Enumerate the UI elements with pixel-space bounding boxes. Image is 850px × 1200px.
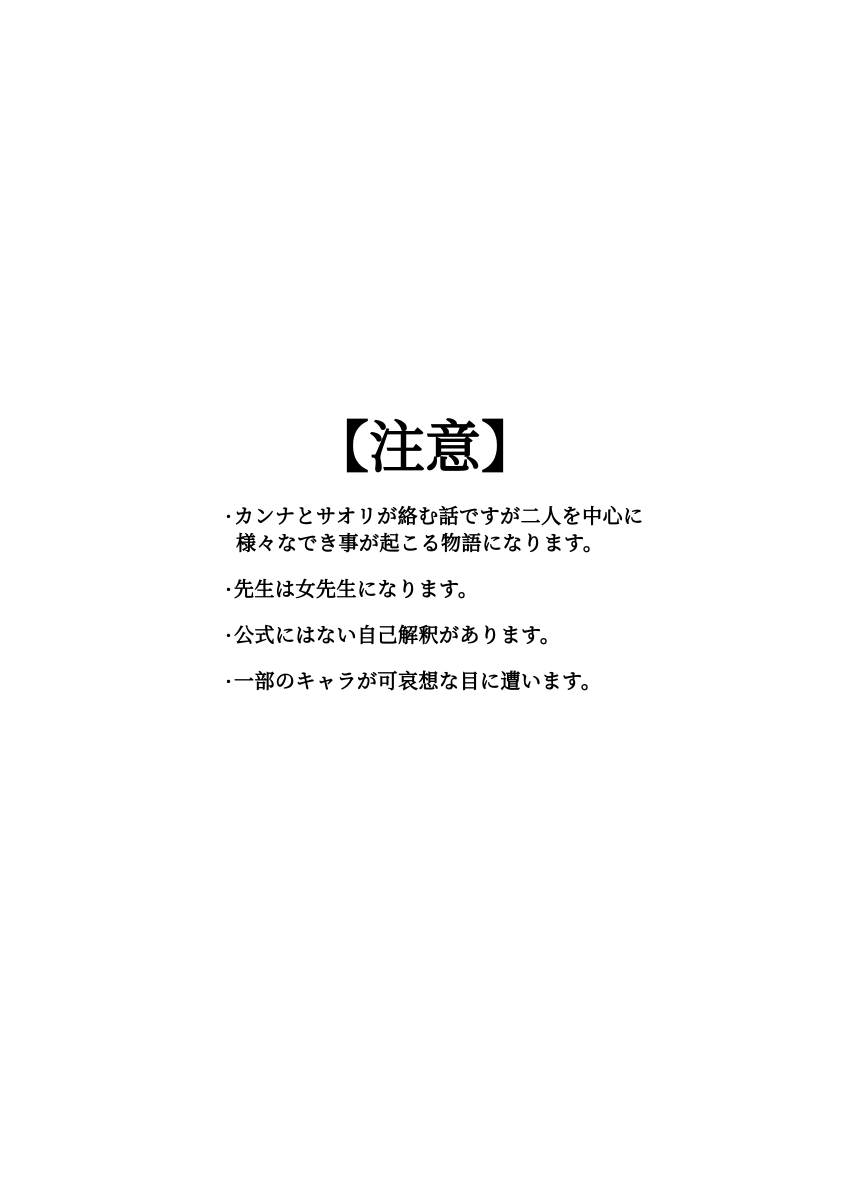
note-text: 様々なでき事が起こる物語になります。: [236, 533, 604, 555]
list-item: [221, 577, 661, 604]
list-item: [221, 504, 661, 558]
note-line: [221, 504, 661, 531]
notes-list: [221, 504, 661, 696]
note-line: [221, 669, 661, 696]
list-item: [221, 669, 661, 696]
note-line: [221, 531, 661, 558]
bullet-icon: ・: [221, 509, 237, 526]
bullet-icon: ・: [221, 628, 237, 645]
page-title: 【注意】: [313, 416, 537, 479]
note-line: [221, 577, 661, 604]
note-text: 公式にはない自己解釈があります。: [234, 625, 561, 647]
bullet-icon: ・: [221, 582, 237, 599]
list-item: [221, 623, 661, 650]
note-text: 一部のキャラが可哀想な目に遭います。: [234, 671, 602, 693]
bullet-icon: ・: [221, 674, 237, 691]
note-line: [221, 623, 661, 650]
note-text: 先生は女先生になります。: [234, 579, 479, 601]
note-text: カンナとサオリが絡む話ですが二人を中心に: [234, 506, 644, 528]
